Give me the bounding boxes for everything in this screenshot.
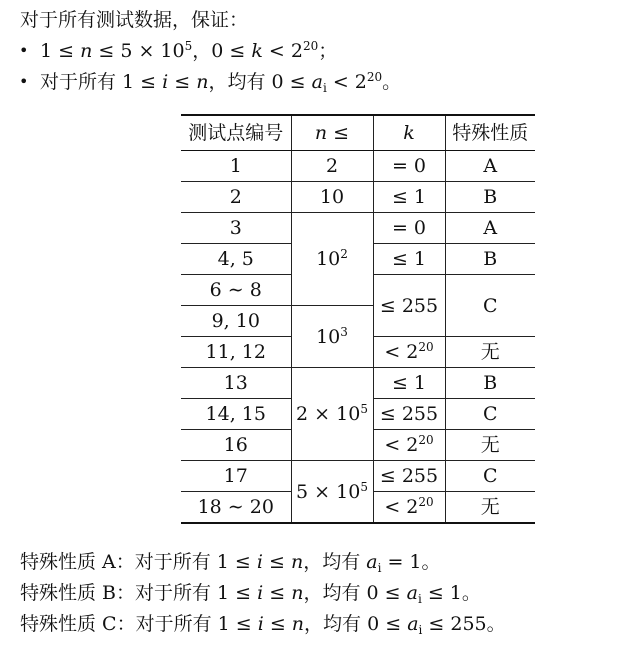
text: ≤ bbox=[168, 71, 197, 93]
table-row bbox=[181, 213, 535, 244]
property-a-text bbox=[20, 550, 441, 574]
property-c-text bbox=[20, 612, 506, 636]
text: ； bbox=[318, 40, 338, 62]
k-base: < 2 bbox=[384, 341, 419, 363]
cell-k: ≤ 1 bbox=[373, 368, 445, 399]
var-i: i bbox=[257, 582, 264, 604]
cell-id: 17 bbox=[181, 461, 291, 492]
var-a: a bbox=[311, 71, 323, 93]
subscript: i bbox=[417, 592, 422, 606]
exponent: 5 bbox=[184, 39, 193, 53]
text: < 2 bbox=[326, 71, 367, 93]
k-exponent: 20 bbox=[418, 433, 434, 447]
text: 特殊性质 A：对于所有 1 ≤ bbox=[20, 551, 257, 573]
var-a: a bbox=[366, 551, 378, 573]
header-property: 特殊性质 bbox=[445, 115, 535, 151]
exponent: 20 bbox=[366, 70, 383, 84]
cell-k bbox=[373, 337, 445, 368]
table-header-row bbox=[181, 115, 535, 151]
cell-prop: B bbox=[445, 182, 535, 213]
cell-k: ≤ 255 bbox=[373, 399, 445, 430]
k-base: < 2 bbox=[384, 496, 419, 518]
var-n: n bbox=[291, 582, 304, 604]
cell-id: 18 ∼ 20 bbox=[181, 492, 291, 524]
cell-id: 1 bbox=[181, 151, 291, 182]
text: < 2 bbox=[262, 40, 303, 62]
table-row bbox=[181, 368, 535, 399]
text: ，均有 bbox=[303, 551, 367, 573]
var-k: k bbox=[251, 40, 263, 62]
cell-n: 2 bbox=[291, 151, 373, 182]
header-k-symbol: k bbox=[403, 122, 415, 144]
subscript: i bbox=[322, 81, 327, 95]
constraint-bullet-a bbox=[40, 70, 401, 94]
subscript: i bbox=[418, 623, 423, 637]
n-base: 2 × 10 bbox=[296, 403, 361, 425]
k-base: < 2 bbox=[384, 434, 419, 456]
n-exponent: 5 bbox=[360, 402, 368, 416]
var-i: i bbox=[162, 71, 169, 93]
cell-prop: A bbox=[445, 213, 535, 244]
cell-id: 9, 10 bbox=[181, 306, 291, 337]
text: 特殊性质 B：对于所有 1 ≤ bbox=[20, 582, 258, 604]
var-n: n bbox=[80, 40, 93, 62]
header-test-id: 测试点编号 bbox=[181, 115, 291, 151]
cell-k: = 0 bbox=[373, 151, 445, 182]
cell-n-group bbox=[291, 461, 373, 524]
text: 。 bbox=[382, 71, 402, 93]
var-n: n bbox=[196, 71, 209, 93]
k-exponent: 20 bbox=[418, 340, 434, 354]
cell-id: 14, 15 bbox=[181, 399, 291, 430]
text: ≤ bbox=[263, 582, 292, 604]
cell-prop: B bbox=[445, 244, 535, 275]
table-row bbox=[181, 182, 535, 213]
cell-id: 2 bbox=[181, 182, 291, 213]
text: 特殊性质 C：对于所有 1 ≤ bbox=[20, 613, 258, 635]
intro-text: 对于所有测试数据，保证： bbox=[20, 9, 249, 31]
cell-n-group bbox=[291, 213, 373, 306]
cell-k: = 0 bbox=[373, 213, 445, 244]
cell-k: ≤ 1 bbox=[373, 182, 445, 213]
text: 对于所有 1 ≤ bbox=[40, 71, 163, 93]
text: ，均有 0 ≤ bbox=[304, 613, 408, 635]
n-exponent: 2 bbox=[340, 247, 348, 261]
bullet-marker: • bbox=[19, 41, 29, 60]
constraint-bullet-n-k bbox=[40, 39, 337, 63]
cell-id: 13 bbox=[181, 368, 291, 399]
text: 1 ≤ bbox=[40, 40, 81, 62]
cell-prop: C bbox=[445, 461, 535, 492]
header-n-symbol: n bbox=[314, 122, 328, 144]
cell-k: ≤ 1 bbox=[373, 244, 445, 275]
property-b-text bbox=[20, 581, 481, 605]
text: ，均有 0 ≤ bbox=[208, 71, 312, 93]
k-exponent: 20 bbox=[418, 495, 434, 509]
cell-id: 11, 12 bbox=[181, 337, 291, 368]
n-base: 10 bbox=[316, 325, 341, 348]
table-row bbox=[181, 461, 535, 492]
text: ≤ 255。 bbox=[422, 613, 506, 635]
cell-prop: B bbox=[445, 368, 535, 399]
header-n bbox=[291, 115, 373, 151]
cell-n-group bbox=[291, 306, 373, 368]
cell-prop: C bbox=[445, 399, 535, 430]
var-n: n bbox=[291, 613, 305, 635]
cell-prop: A bbox=[445, 151, 535, 182]
cell-prop: 无 bbox=[445, 337, 535, 368]
table-row bbox=[181, 151, 535, 182]
text: ，均有 0 ≤ bbox=[303, 582, 407, 604]
cell-id: 3 bbox=[181, 213, 291, 244]
text: ≤ 1。 bbox=[421, 582, 481, 604]
text: ，0 ≤ bbox=[192, 40, 252, 62]
header-n-op: ≤ bbox=[327, 122, 350, 144]
n-exponent: 5 bbox=[360, 479, 368, 494]
text: = 1。 bbox=[381, 551, 441, 573]
cell-k bbox=[373, 492, 445, 524]
cell-n: 10 bbox=[291, 182, 373, 213]
var-a: a bbox=[407, 613, 419, 635]
text: ≤ bbox=[262, 551, 291, 573]
text: ≤ bbox=[263, 613, 292, 635]
cell-k-merged: ≤ 255 bbox=[373, 275, 445, 337]
text: ≤ 5 × 10 bbox=[92, 40, 185, 62]
cell-id: 4, 5 bbox=[181, 244, 291, 275]
n-base: 5 × 10 bbox=[296, 480, 361, 503]
cell-k bbox=[373, 430, 445, 461]
subscript: i bbox=[377, 561, 382, 575]
exponent: 20 bbox=[302, 39, 319, 53]
cell-k: ≤ 255 bbox=[373, 461, 445, 492]
n-base: 10 bbox=[316, 248, 341, 270]
var-a: a bbox=[406, 582, 418, 604]
bullet-marker: • bbox=[19, 72, 29, 91]
cell-prop: 无 bbox=[445, 430, 535, 461]
cell-id: 6 ∼ 8 bbox=[181, 275, 291, 306]
var-i: i bbox=[257, 613, 264, 635]
header-k bbox=[373, 115, 445, 151]
cell-id: 16 bbox=[181, 430, 291, 461]
cell-prop: 无 bbox=[445, 492, 535, 524]
subtask-table bbox=[181, 114, 535, 524]
n-exponent: 3 bbox=[340, 324, 348, 339]
cell-prop-merged: C bbox=[445, 275, 535, 337]
var-i: i bbox=[256, 551, 263, 573]
cell-n-group bbox=[291, 368, 373, 461]
var-n: n bbox=[290, 551, 304, 573]
